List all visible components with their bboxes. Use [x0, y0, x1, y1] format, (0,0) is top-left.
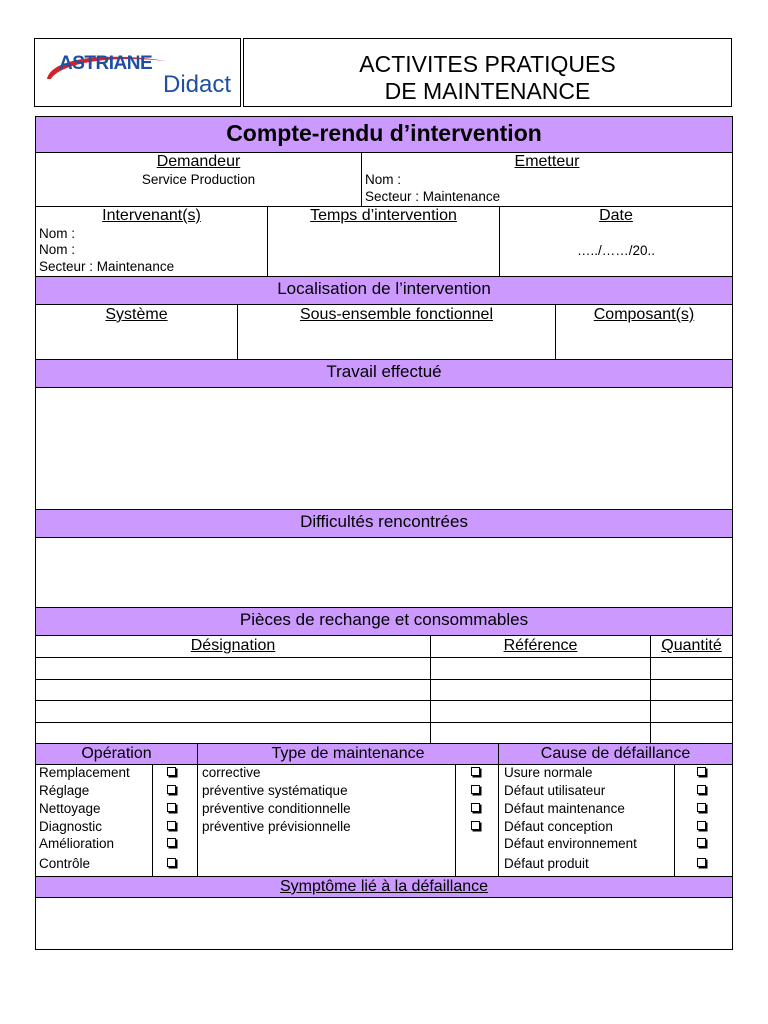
cause-item: Défaut maintenance — [504, 801, 625, 816]
date-value: …../……/20.. — [576, 243, 656, 258]
difficultes-title: Difficultés rencontrées — [300, 512, 468, 531]
emetteur-nom: Nom : — [365, 172, 402, 187]
cause-item: Défaut produit — [504, 856, 589, 871]
operation-checkbox[interactable] — [167, 858, 176, 867]
type-maintenance-checkbox[interactable] — [471, 803, 480, 812]
operation-checkbox[interactable] — [167, 785, 176, 794]
date-label: Date — [599, 207, 633, 224]
operation-header: Opération — [81, 745, 152, 762]
cause-item: Défaut environnement — [504, 836, 637, 851]
col-quantite: Quantité — [661, 637, 722, 654]
cause-item: Usure normale — [504, 765, 593, 780]
emetteur-label: Emetteur — [514, 153, 580, 170]
operation-checkbox[interactable] — [167, 767, 176, 776]
localisation-title: Localisation de l’intervention — [277, 279, 491, 298]
demandeur-label: Demandeur — [156, 153, 241, 170]
cause-item: Défaut utilisateur — [504, 783, 606, 798]
operation-item: Nettoyage — [39, 801, 101, 816]
demandeur-value: Service Production — [141, 172, 256, 187]
operation-item: Amélioration — [39, 836, 115, 851]
operation-checkbox[interactable] — [167, 821, 176, 830]
operation-item: Remplacement — [39, 765, 130, 780]
cause-item: Défaut conception — [504, 819, 613, 834]
cause-header: Cause de défaillance — [540, 745, 691, 762]
travail-area[interactable] — [36, 388, 732, 509]
sous-ensemble-label: Sous-ensemble fonctionnel — [299, 306, 493, 323]
pieces-title: Pièces de rechange et consommables — [239, 610, 529, 629]
systeme-label: Système — [105, 306, 168, 323]
difficultes-area[interactable] — [36, 538, 732, 607]
type-maintenance-item: préventive prévisionnelle — [202, 819, 351, 834]
header-title-line1: ACTIVITES PRATIQUES — [359, 51, 616, 77]
intervenant-nom-1: Nom : — [39, 226, 76, 241]
col-reference: Référence — [503, 637, 578, 654]
report-title: Compte-rendu d’intervention — [226, 120, 542, 146]
cause-checkbox[interactable] — [697, 821, 706, 830]
intervenant-secteur: Secteur : Maintenance — [39, 259, 175, 274]
symptome-title: Symptôme lié à la défaillance — [279, 878, 489, 895]
intervenant-nom-2: Nom : — [39, 242, 76, 257]
header-title-box — [243, 38, 732, 107]
operation-item: Réglage — [39, 783, 90, 798]
operation-checkbox[interactable] — [167, 838, 176, 847]
cause-checkbox[interactable] — [697, 785, 706, 794]
cause-checkbox[interactable] — [697, 838, 706, 847]
travail-title: Travail effectué — [326, 362, 442, 381]
temps-label: Temps d’intervention — [310, 207, 457, 224]
operation-item: Contrôle — [39, 856, 91, 871]
composants-label: Composant(s) — [593, 306, 695, 323]
type-maintenance-checkbox[interactable] — [471, 785, 480, 794]
cause-checkbox[interactable] — [697, 767, 706, 776]
operation-item: Diagnostic — [39, 819, 103, 834]
type-maintenance-item: préventive conditionnelle — [202, 801, 351, 816]
emetteur-secteur: Secteur : Maintenance — [365, 189, 501, 204]
intervenants-label: Intervenant(s) — [102, 207, 201, 224]
type-maintenance-checkbox[interactable] — [471, 767, 480, 776]
header-title-line2: DE MAINTENANCE — [384, 78, 591, 104]
col-designation: Désignation — [190, 637, 276, 654]
type-maintenance-checkbox[interactable] — [471, 821, 480, 830]
operation-checkbox[interactable] — [167, 803, 176, 812]
logo-didact: Didact — [163, 71, 232, 98]
cause-checkbox[interactable] — [697, 803, 706, 812]
type-maintenance-item: préventive systématique — [202, 783, 348, 798]
symptome-area[interactable] — [36, 898, 732, 949]
type-maintenance-header: Type de maintenance — [271, 745, 425, 762]
logo-box — [34, 38, 241, 107]
cause-checkbox[interactable] — [697, 858, 706, 867]
logo-astriane: ASTRIANE — [59, 53, 153, 74]
type-maintenance-item: corrective — [202, 765, 261, 780]
